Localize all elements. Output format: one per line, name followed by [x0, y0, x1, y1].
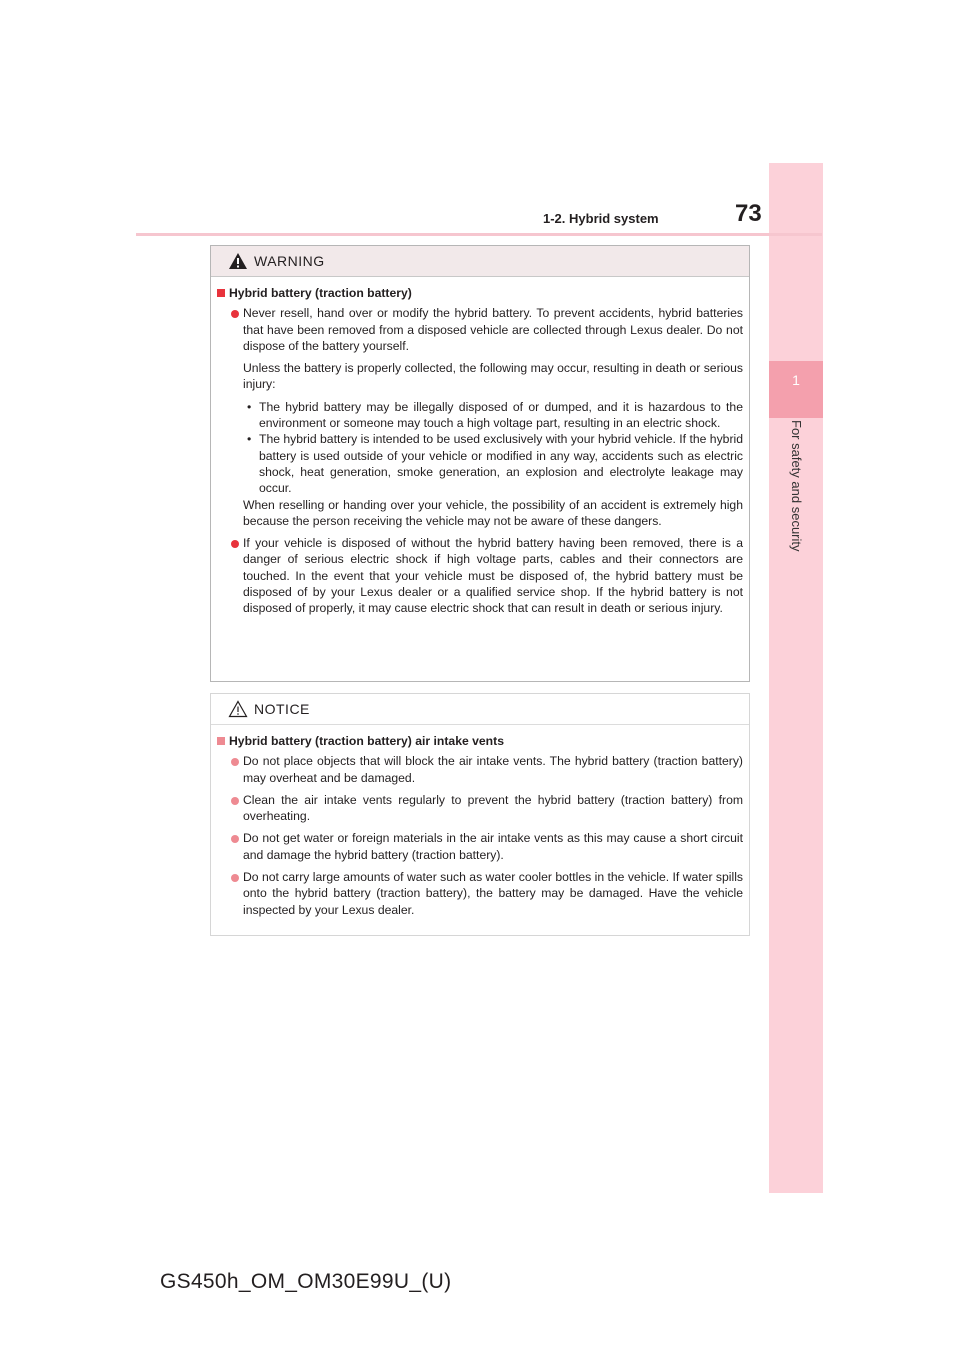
bullet-dot-icon	[231, 835, 239, 843]
bullet-dot-icon	[231, 310, 239, 318]
footer-code: GS450h_OM_OM30E99U_(U)	[160, 1270, 452, 1293]
bullet-dot-icon	[231, 540, 239, 548]
warning-label: WARNING	[254, 253, 325, 269]
warning-header	[211, 246, 749, 277]
warning-bullet	[217, 305, 743, 354]
notice-triangle-icon	[228, 700, 248, 718]
warning-sub-item	[217, 431, 743, 496]
notice-bullet-text: Do not carry large amounts of water such as water cooler bottles in the vehicle. If water spills onto the hybrid battery (traction battery), the battery may be damaged. Have the vehicle inspected by your Lexus dealer.	[243, 870, 743, 917]
bullet-dot-icon	[231, 797, 239, 805]
bullet-dot-icon	[231, 758, 239, 766]
square-bullet-icon	[217, 737, 225, 745]
square-bullet-icon	[217, 289, 225, 297]
notice-bullet	[217, 830, 743, 863]
notice-bullet	[217, 869, 743, 918]
warning-sub-text: The hybrid battery may be illegally disposed of or dumped, and it is hazardous to the environment or someone may touch a high voltage part, resulting in an electric shock.	[259, 399, 743, 431]
notice-heading-text: Hybrid battery (traction battery) air intake vents	[229, 734, 504, 748]
bullet-dot-icon	[231, 874, 239, 882]
warning-bullet	[217, 535, 743, 616]
notice-bullet-text: Clean the air intake vents regularly to prevent the hybrid battery (traction battery) from overheating.	[243, 792, 743, 824]
notice-bullet	[217, 753, 743, 786]
warning-sub-text: The hybrid battery is intended to be used exclusively with your hybrid vehicle. If the hybrid battery is used outside of your vehicle or modified in any way, accidents such as electric shock, heat generation, smoke generation, an explosion and electrolyte leakage may occur.	[259, 432, 743, 496]
warning-paragraph: Unless the battery is properly collected, the following may occur, resulting in death or serious injury:	[243, 361, 743, 392]
sub-bullet-marker: •	[247, 399, 252, 414]
notice-bullet-text: Do not place objects that will block the air intake vents. The hybrid battery (traction battery) may overheat and be damaged.	[243, 754, 743, 785]
notice-header	[211, 694, 749, 725]
warning-bullet-text: Never resell, hand over or modify the hybrid battery. To prevent accidents, hybrid batteries that have been removed from a disposed vehicle are collected through Lexus dealer. Do not dispose of the battery yourself.	[243, 306, 743, 353]
chapter-number-box	[769, 361, 823, 418]
header-rule	[136, 233, 822, 236]
notice-bullet-text: Do not get water or foreign materials in the air intake vents as this may cause a short circuit and damage the hybrid battery (traction battery).	[243, 831, 743, 862]
page-number: 73	[735, 200, 762, 227]
section-title: 1-2. Hybrid system	[543, 211, 659, 226]
warning-paragraph: When reselling or handing over your vehicle, the possibility of an accident is extremely high because the person receiving the vehicle may not be aware of these dangers.	[243, 497, 743, 528]
chapter-number: 1	[792, 372, 800, 388]
side-tab-band	[769, 163, 823, 1193]
notice-body	[211, 725, 749, 918]
notice-label: NOTICE	[254, 701, 310, 717]
warning-body	[211, 277, 749, 617]
chapter-title-wrap	[769, 420, 823, 590]
warning-heading	[217, 285, 743, 301]
notice-heading	[217, 733, 743, 749]
warning-heading-text: Hybrid battery (traction battery)	[229, 286, 412, 300]
chapter-title: For safety and security	[789, 420, 804, 552]
warning-sub-item	[217, 399, 743, 432]
sub-bullet-marker: •	[247, 432, 252, 447]
warning-bullet-text: If your vehicle is disposed of without the hybrid battery having been removed, there is a danger of serious electric shock if high voltage parts, cables and their connectors are touched. In the event that your vehicle must be disposed of, the hybrid battery must be disposed of by your Lexus dealer or a qualified service shop. If the hybrid battery is not disposed of properly, it may cause electric shock that can result in death or serious injury.	[243, 536, 743, 616]
warning-triangle-icon	[228, 252, 248, 270]
notice-bullet	[217, 792, 743, 825]
notice-box	[210, 693, 750, 936]
warning-box	[210, 245, 750, 682]
